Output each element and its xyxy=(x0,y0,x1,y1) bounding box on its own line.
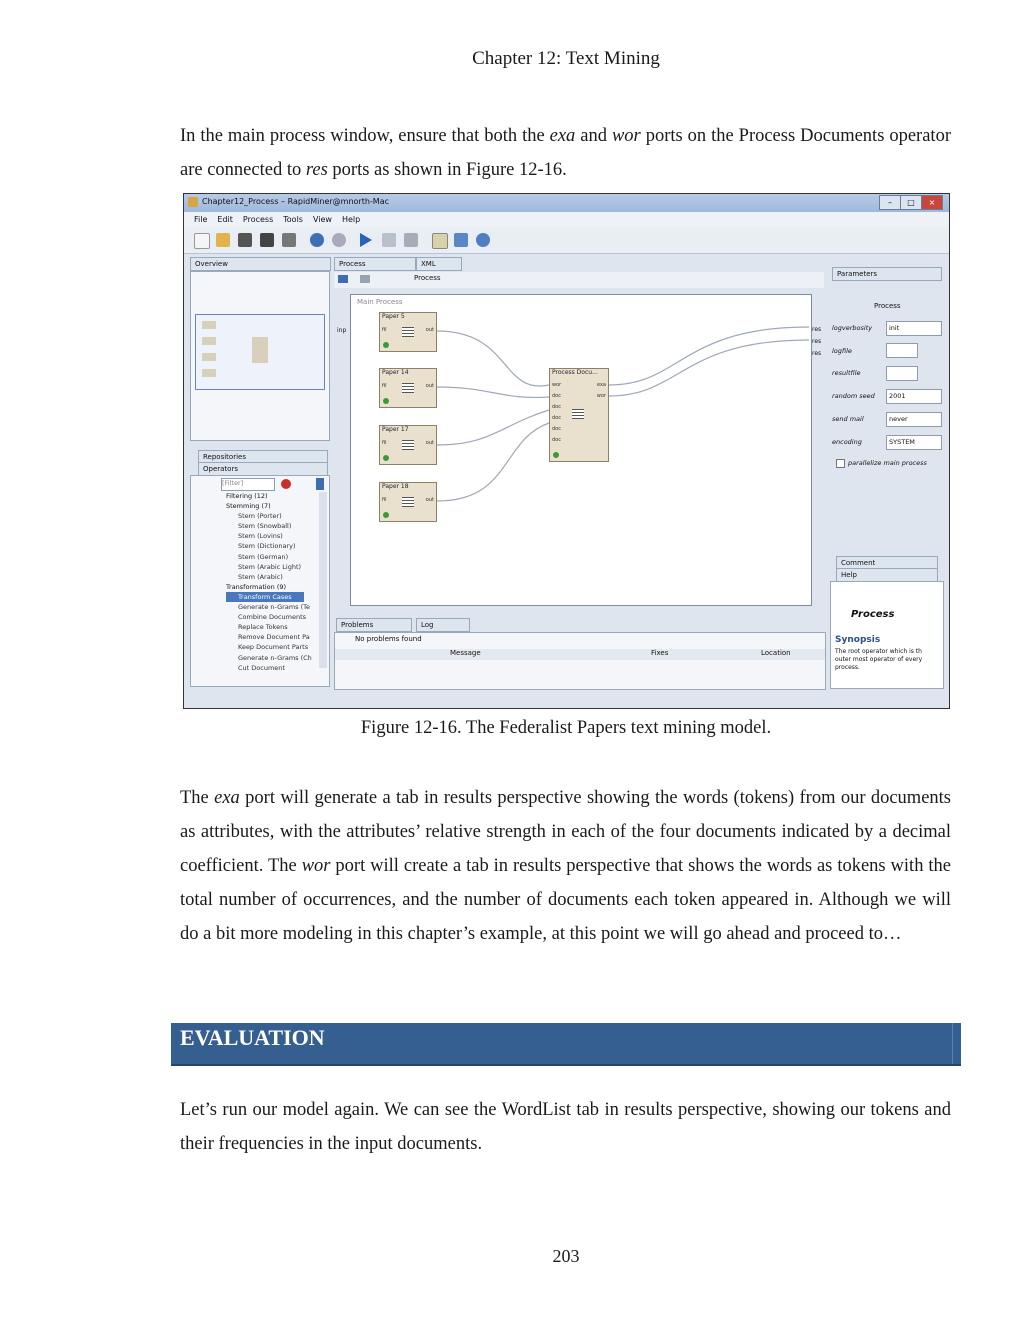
param-select[interactable]: never xyxy=(886,412,942,427)
section-bar-edge xyxy=(952,1023,953,1064)
rapidminer-screenshot xyxy=(183,193,950,709)
body-text-3: port will create a tab in results perspective that shows the words as tokens with the total number of occurrences, and the number of documents each token appeared in. Although we will do a bit more modeling in this chapter’s example, at this point we will go ahead and proceed to… xyxy=(180,856,951,944)
param-label: resultfile xyxy=(832,369,861,377)
page-number: 203 xyxy=(552,1246,580,1266)
tree-item[interactable]: Stem (Dictionary) xyxy=(238,542,296,551)
body-text-2: port will generate a tab in results perspective showing the words (tokens) from our documents as attributes, with the attributes’ relative strength in each of the four documents indicated by a decimal coefficient. The xyxy=(180,788,951,876)
input-port[interactable]: doc xyxy=(552,415,561,421)
result-port[interactable]: res xyxy=(812,350,822,357)
menu-tools[interactable]: Tools xyxy=(283,215,303,224)
forward-icon[interactable] xyxy=(360,275,370,283)
tree-item[interactable]: Stem (Porter) xyxy=(238,512,282,521)
status-ok-icon xyxy=(383,512,389,518)
input-port[interactable]: wor xyxy=(552,382,562,388)
operator-process-documents[interactable] xyxy=(549,368,609,462)
result-port[interactable]: res xyxy=(812,338,822,345)
tree-item[interactable]: Stem (German) xyxy=(238,552,289,561)
overview-operator xyxy=(202,353,216,361)
overview-operator xyxy=(202,321,216,329)
xml-tab-label: XML xyxy=(421,260,436,268)
menu-help[interactable]: Help xyxy=(341,215,361,224)
intro-text-1: In the main process window, ensure that both the xyxy=(180,126,550,146)
help-panel xyxy=(830,581,944,689)
intro-paragraph xyxy=(180,119,951,187)
menu-file[interactable]: File xyxy=(194,215,208,224)
result-port[interactable]: res xyxy=(812,326,822,333)
menu-process[interactable]: Process xyxy=(242,215,274,224)
document-icon xyxy=(402,327,414,337)
column-header[interactable]: Fixes xyxy=(651,649,669,657)
operator-label: Paper 5 xyxy=(382,313,405,320)
undo-icon[interactable] xyxy=(310,233,324,247)
tree-item[interactable]: Keep Document Parts xyxy=(238,643,309,652)
output-port[interactable]: out xyxy=(425,383,434,389)
section-heading-bar xyxy=(171,1023,961,1066)
process-toolbar xyxy=(334,272,824,288)
overview-operator xyxy=(202,369,216,377)
param-input[interactable] xyxy=(886,343,918,358)
problems-table-header xyxy=(335,649,825,660)
tree-item[interactable]: Generate n-Grams (Ch xyxy=(238,653,312,662)
tab-process[interactable] xyxy=(334,257,416,271)
param-label: send mail xyxy=(832,415,864,423)
tree-item[interactable]: Replace Tokens xyxy=(238,623,288,632)
tab-help[interactable] xyxy=(836,568,938,582)
section-title: EVALUATION xyxy=(180,1025,325,1050)
tree-item[interactable]: Cut Document xyxy=(238,663,285,672)
operator-label: Paper 14 xyxy=(382,369,409,376)
output-port-wor[interactable]: wor xyxy=(596,393,606,399)
port-name-res: res xyxy=(305,160,328,180)
operator-label: Paper 18 xyxy=(382,483,409,490)
tree-item-selected[interactable]: Transform Cases xyxy=(226,592,304,602)
intro-text-2: and xyxy=(575,126,612,146)
input-port[interactable]: doc xyxy=(552,404,561,410)
tree-item[interactable]: Generate n-Grams (Te xyxy=(238,603,311,612)
operator-paper-5[interactable] xyxy=(379,312,437,352)
overview-operator xyxy=(252,337,268,363)
operator-tree xyxy=(226,491,312,673)
tree-item[interactable]: Stem (Arabic Light) xyxy=(238,562,302,571)
column-header[interactable]: Message xyxy=(450,649,481,657)
back-icon[interactable] xyxy=(338,275,348,283)
output-port[interactable]: out xyxy=(425,327,434,333)
help-tab-label: Help xyxy=(841,571,857,579)
synopsis-heading: Synopsis xyxy=(835,635,881,645)
output-port-exa[interactable]: exa xyxy=(596,382,606,388)
intro-text-4: ports as shown in Figure 12-16. xyxy=(327,160,567,180)
process-tab-label: Process xyxy=(339,260,366,268)
port-name-wor: wor xyxy=(611,126,641,146)
tab-xml[interactable] xyxy=(416,257,462,271)
input-port[interactable]: fil xyxy=(382,327,387,333)
parameters-heading: Process xyxy=(874,302,901,310)
tree-item[interactable]: Stem (Snowball) xyxy=(238,522,292,531)
evaluation-paragraph: Let’s run our model again. We can see the WordList tab in results perspective, showing our tokens and their frequencies in the input documents. xyxy=(180,1100,951,1154)
main-process-label: Main Process xyxy=(357,298,403,306)
operator-paper-14[interactable] xyxy=(379,368,437,408)
app-icon xyxy=(188,197,198,207)
param-label: logfile xyxy=(832,347,852,355)
tree-item[interactable]: Stem (Arabic) xyxy=(238,572,283,581)
body-text-1: The xyxy=(180,788,215,808)
open-folder-icon[interactable] xyxy=(216,233,230,247)
output-port[interactable]: out xyxy=(425,440,434,446)
param-label: encoding xyxy=(832,438,862,446)
figure-caption: Figure 12-16. The Federalist Papers text mining model. xyxy=(360,718,772,738)
log-tab-label: Log xyxy=(421,621,434,629)
no-problems-text: No problems found xyxy=(355,635,422,643)
document-icon xyxy=(402,440,414,450)
port-name-exa: exa xyxy=(214,788,240,808)
document-icon xyxy=(402,497,414,507)
input-port[interactable]: doc xyxy=(552,426,561,432)
stop-icon[interactable] xyxy=(404,233,418,247)
menu-view[interactable]: View xyxy=(312,215,332,224)
parallelize-label: parallelize main process xyxy=(848,459,927,467)
menu-bar xyxy=(184,212,949,227)
new-file-icon[interactable] xyxy=(194,233,210,249)
filter-placeholder: [Filter] xyxy=(222,479,244,487)
tab-problems[interactable] xyxy=(336,618,412,632)
param-select[interactable]: init xyxy=(886,321,942,336)
process-canvas[interactable] xyxy=(337,294,812,606)
save-icon[interactable] xyxy=(238,233,252,247)
input-port[interactable]: fil xyxy=(382,383,387,389)
tab-operators[interactable] xyxy=(198,462,328,476)
port-name-wor: wor xyxy=(301,856,331,876)
input-port[interactable]: fil xyxy=(382,440,387,446)
param-select[interactable]: SYSTEM xyxy=(886,435,942,450)
input-port[interactable]: doc xyxy=(552,437,561,443)
overview-tab-label: Overview xyxy=(195,260,228,268)
problems-tab-label: Problems xyxy=(341,621,374,629)
minimize-button[interactable]: – xyxy=(879,195,901,210)
port-name-exa: exa xyxy=(549,126,576,146)
output-port[interactable]: out xyxy=(425,497,434,503)
operator-filter-input[interactable] xyxy=(221,478,275,491)
operator-paper-18[interactable] xyxy=(379,482,437,522)
comment-tab-label: Comment xyxy=(841,559,876,567)
status-ok-icon xyxy=(553,452,559,458)
overview-operator xyxy=(202,337,216,345)
breadcrumb[interactable]: Process xyxy=(414,274,441,282)
synopsis-text: The root operator which is th outer most operator of every process. xyxy=(835,648,923,671)
param-label: logverbosity xyxy=(832,324,873,332)
tree-item[interactable]: Filtering (12) xyxy=(226,492,268,500)
input-port[interactable]: fil xyxy=(382,497,387,503)
overview-panel xyxy=(190,271,330,441)
clear-filter-icon[interactable] xyxy=(281,479,291,489)
problems-panel xyxy=(334,632,826,690)
document-icon xyxy=(402,383,414,393)
main-toolbar xyxy=(184,227,949,254)
close-window-button[interactable]: × xyxy=(921,195,943,210)
operator-label: Paper 17 xyxy=(382,426,409,433)
parallelize-checkbox[interactable] xyxy=(836,459,845,468)
design-perspective-icon[interactable] xyxy=(432,233,448,249)
redo-icon[interactable] xyxy=(332,233,346,247)
operator-label: Process Docu... xyxy=(552,369,598,376)
tab-parameters[interactable] xyxy=(832,267,942,281)
tree-item[interactable]: Combine Documents xyxy=(238,613,307,622)
result-ports xyxy=(812,324,821,360)
status-ok-icon xyxy=(383,398,389,404)
menu-edit[interactable]: Edit xyxy=(217,215,233,224)
help-title: Process xyxy=(851,609,895,620)
column-header[interactable]: Location xyxy=(761,649,791,657)
left-input-port[interactable]: inp xyxy=(337,327,347,334)
tab-log[interactable] xyxy=(416,618,470,632)
status-ok-icon xyxy=(383,455,389,461)
param-input[interactable]: 2001 xyxy=(886,389,942,404)
results-paragraph xyxy=(180,781,951,951)
document-icon xyxy=(572,409,584,419)
input-port[interactable]: doc xyxy=(552,393,561,399)
repositories-tab-label: Repositories xyxy=(203,453,246,461)
results-perspective-icon[interactable] xyxy=(454,233,468,247)
status-ok-icon xyxy=(383,342,389,348)
parameters-tab-label: Parameters xyxy=(837,270,878,278)
print-icon[interactable] xyxy=(282,233,296,247)
sort-icon[interactable] xyxy=(316,478,324,490)
maximize-button[interactable]: □ xyxy=(900,195,922,210)
operators-tab-label: Operators xyxy=(203,465,238,473)
window-title: Chapter12_Process – RapidMiner@mnorth-Mac xyxy=(202,197,390,206)
pause-icon[interactable] xyxy=(382,233,396,247)
tree-item[interactable]: Stemming (7) xyxy=(226,502,271,511)
intro-text-3: ports on the Process Documents operator are connected to xyxy=(180,126,951,180)
run-icon[interactable] xyxy=(360,233,372,247)
save-as-icon[interactable] xyxy=(260,233,274,247)
param-input[interactable] xyxy=(886,366,918,381)
param-label: random seed xyxy=(832,392,875,400)
tree-item[interactable]: Transformation (9) xyxy=(226,582,287,591)
operators-scrollbar[interactable] xyxy=(319,492,327,668)
overview-viewport[interactable] xyxy=(195,314,325,390)
operator-paper-17[interactable] xyxy=(379,425,437,465)
window-titlebar xyxy=(184,194,949,212)
running-header: Chapter 12: Text Mining xyxy=(472,48,660,69)
tree-item[interactable]: Remove Document Pa xyxy=(238,633,310,642)
tree-item[interactable]: Stem (Lovins) xyxy=(238,532,283,541)
welcome-perspective-icon[interactable] xyxy=(476,233,490,247)
tab-overview[interactable] xyxy=(190,257,331,271)
